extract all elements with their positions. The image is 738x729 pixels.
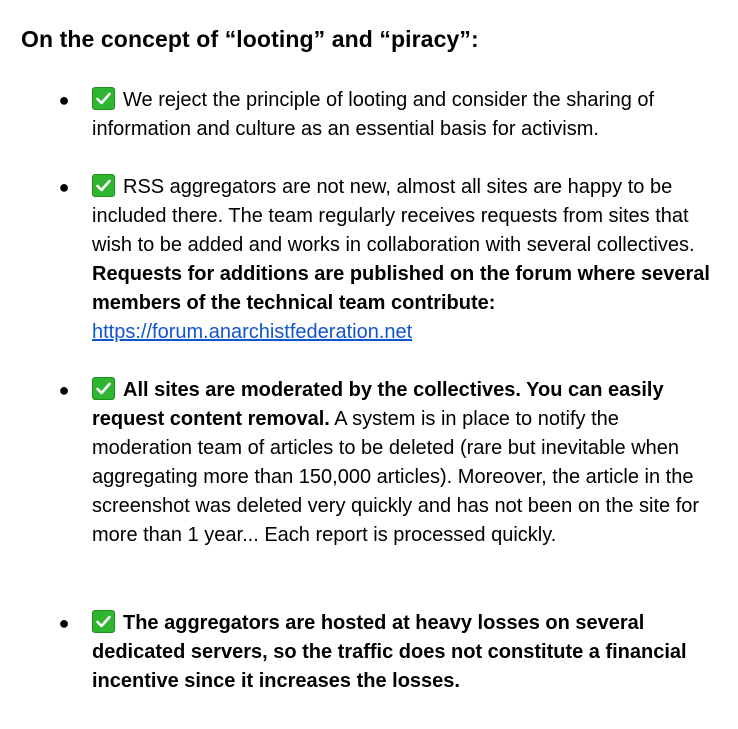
item-bold-text: Requests for additions are published on the forum where several members of the technical team contribute: — [92, 263, 710, 314]
check-mark-icon — [92, 610, 115, 633]
list-item — [58, 376, 722, 550]
bullet-dot: ● — [58, 90, 70, 110]
section-heading: On the concept of “looting” and “piracy”: — [21, 26, 479, 52]
bullet-dot: ● — [58, 177, 70, 197]
forum-link[interactable]: https://forum.anarchistfederation.net — [92, 321, 413, 343]
item-text: We reject the principle of looting and consider the sharing of information and culture as an essential basis for activism. — [92, 89, 655, 140]
list-item — [58, 173, 722, 347]
list-item — [58, 86, 722, 144]
item-bold-text: The aggregators are hosted at heavy losses on several dedicated servers, so the traffic does not constitute a financial incentive since it increases the losses. — [92, 612, 687, 692]
item-text: RSS aggregators are not new, almost all sites are happy to be included there. The team regularly receives requests from sites that wish to be added and works in collaboration with several collectives. — [92, 176, 695, 256]
item-bold-text: All sites are moderated by the collectives. You can easily request content removal. — [92, 379, 664, 430]
list-item — [58, 609, 722, 696]
item-text: A system is in place to notify the moderation team of articles to be deleted (rare but inevitable when aggregating more than 150,000 articles). Moreover, the article in the screenshot was deleted very quickly and has not been on the site for more than 1 year... Each report is processed quickly. — [92, 408, 700, 546]
bullet-dot: ● — [58, 613, 70, 633]
check-mark-icon — [92, 174, 115, 197]
check-mark-icon — [92, 377, 115, 400]
bullet-dot: ● — [58, 380, 70, 400]
check-mark-icon — [92, 87, 115, 110]
